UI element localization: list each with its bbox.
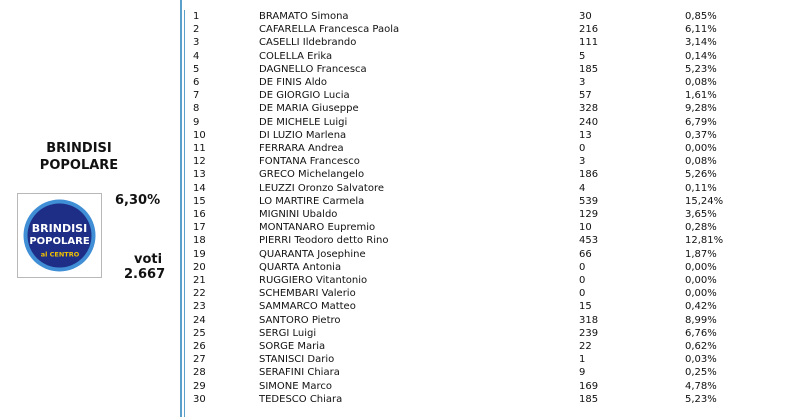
candidate-name: SERAFINI Chiara — [259, 367, 340, 379]
candidate-votes: 328 — [579, 103, 599, 115]
candidate-name: SIMONE Marco — [259, 380, 333, 392]
candidate-name: DE FINIS Aldo — [259, 77, 327, 88]
table-row — [185, 234, 800, 247]
candidate-votes: 0 — [579, 275, 586, 286]
list-name-line1: BRINDISI — [46, 141, 112, 156]
table-row — [185, 116, 800, 129]
logo-text-line1: BRINDISI — [31, 222, 88, 235]
candidate-percentage: 6,11% — [685, 24, 717, 36]
table-row — [185, 340, 800, 353]
table-row — [185, 261, 800, 274]
votes-label: voti — [134, 252, 163, 267]
table-row — [185, 327, 800, 340]
table-row — [185, 393, 800, 406]
candidate-number: 11 — [193, 143, 206, 154]
candidate-number: 17 — [193, 222, 206, 234]
candidate-percentage: 0,00% — [685, 143, 717, 154]
candidate-percentage: 15,24% — [685, 195, 724, 207]
candidate-name: SANTORO Pietro — [259, 314, 341, 326]
candidate-name: DI LUZIO Marlena — [259, 129, 347, 141]
table-row — [185, 23, 800, 36]
candidate-number: 29 — [193, 380, 206, 392]
candidate-name: MONTANARO Eupremio — [259, 222, 376, 234]
candidate-name: QUARTA Antonia — [259, 261, 342, 273]
table-row — [185, 36, 800, 49]
candidate-number: 30 — [193, 393, 206, 405]
candidate-number: 28 — [193, 367, 206, 379]
table-row — [185, 221, 800, 234]
candidate-number: 16 — [193, 209, 206, 220]
candidate-votes: 0 — [579, 143, 586, 154]
candidate-number: 25 — [193, 327, 206, 339]
candidate-number: 24 — [193, 314, 206, 326]
candidate-number: 22 — [193, 288, 206, 300]
candidate-number: 26 — [193, 341, 206, 352]
candidate-votes: 1 — [579, 354, 586, 366]
table-row — [185, 380, 800, 393]
candidate-number: 5 — [193, 63, 200, 75]
candidate-votes: 5 — [579, 50, 586, 62]
candidate-number: 12 — [193, 156, 206, 168]
candidate-number: 9 — [193, 116, 200, 128]
logo-text-line3: al CENTRO — [40, 250, 80, 259]
candidate-number: 19 — [193, 248, 206, 260]
candidate-votes: 4 — [579, 182, 586, 194]
candidate-percentage: 0,08% — [685, 156, 717, 168]
candidate-percentage: 5,23% — [685, 393, 717, 405]
candidate-percentage: 0,28% — [685, 222, 717, 234]
table-row — [185, 89, 800, 102]
candidate-percentage: 0,25% — [685, 367, 717, 379]
candidate-name: LEUZZI Oronzo Salvatore — [259, 182, 385, 194]
candidate-percentage: 0,00% — [685, 261, 717, 273]
candidate-name: QUARANTA Josephine — [259, 248, 366, 260]
candidate-number: 8 — [193, 103, 200, 115]
table-row — [185, 366, 800, 379]
table-row — [185, 208, 800, 221]
candidate-votes: 15 — [579, 301, 592, 313]
candidate-name: SERGI Luigi — [259, 327, 317, 339]
candidate-votes: 9 — [579, 367, 586, 379]
candidate-votes: 57 — [579, 90, 592, 102]
candidate-number: 20 — [193, 261, 206, 273]
candidate-percentage: 3,65% — [685, 209, 717, 220]
candidate-percentage: 0,85% — [685, 11, 717, 22]
candidate-percentage: 0,00% — [685, 275, 717, 286]
candidate-number: 18 — [193, 235, 206, 247]
candidate-percentage: 1,61% — [685, 90, 717, 102]
candidate-name: COLELLA Erika — [259, 50, 333, 62]
candidate-votes: 453 — [579, 235, 599, 247]
logo-text-line2: POPOLARE — [29, 236, 90, 247]
candidate-name: LO MARTIRE Carmela — [259, 195, 365, 207]
candidate-number: 10 — [193, 129, 206, 141]
candidate-votes: 240 — [579, 116, 599, 128]
candidate-number: 7 — [193, 90, 200, 102]
candidate-votes: 66 — [579, 248, 592, 260]
candidate-name: MIGNINI Ubaldo — [259, 209, 338, 220]
table-row — [185, 274, 800, 287]
candidate-name: SORGE Maria — [259, 341, 326, 352]
candidate-number: 1 — [193, 11, 200, 22]
candidate-number: 2 — [193, 24, 200, 36]
candidate-number: 27 — [193, 354, 206, 366]
candidate-votes: 30 — [579, 11, 592, 22]
table-row — [185, 287, 800, 300]
candidate-percentage: 5,26% — [685, 169, 717, 181]
candidate-name: RUGGIERO Vitantonio — [259, 275, 368, 286]
candidate-votes: 0 — [579, 261, 586, 273]
candidate-percentage: 8,99% — [685, 314, 717, 326]
candidate-percentage: 6,76% — [685, 327, 717, 339]
candidate-percentage: 0,00% — [685, 288, 717, 300]
candidate-votes: 3 — [579, 77, 586, 88]
candidate-name: CASELLI Ildebrando — [259, 37, 357, 49]
candidate-name: FERRARA Andrea — [259, 143, 344, 154]
table-row — [185, 168, 800, 181]
candidate-votes: 0 — [579, 288, 586, 300]
candidate-votes: 129 — [579, 209, 599, 220]
candidate-votes: 239 — [579, 327, 599, 339]
table-row — [185, 129, 800, 142]
candidate-name: DE GIORGIO Lucia — [259, 90, 350, 102]
table-row — [185, 182, 800, 195]
candidate-number: 6 — [193, 77, 200, 88]
candidate-percentage: 4,78% — [685, 380, 717, 392]
candidate-percentage: 9,28% — [685, 103, 717, 115]
candidate-votes: 539 — [579, 195, 599, 207]
table-row — [185, 63, 800, 76]
candidates-table — [184, 10, 800, 417]
candidate-name: DE MARIA Giuseppe — [259, 103, 359, 115]
candidate-votes: 13 — [579, 129, 592, 141]
candidate-votes: 185 — [579, 63, 599, 75]
table-row — [185, 195, 800, 208]
candidate-percentage: 0,42% — [685, 301, 717, 313]
table-row — [185, 10, 800, 23]
candidate-percentage: 5,23% — [685, 63, 717, 75]
candidate-percentage: 0,14% — [685, 50, 717, 62]
candidate-percentage: 0,03% — [685, 354, 717, 366]
candidate-name: DE MICHELE Luigi — [259, 116, 348, 128]
candidate-percentage: 3,14% — [685, 37, 717, 49]
table-row — [185, 155, 800, 168]
candidate-votes: 22 — [579, 341, 592, 352]
candidate-number: 4 — [193, 50, 200, 62]
candidate-votes: 3 — [579, 156, 586, 168]
candidate-votes: 10 — [579, 222, 592, 234]
candidate-name: BRAMATO Simona — [259, 11, 349, 22]
candidate-percentage: 0,37% — [685, 129, 717, 141]
candidate-number: 3 — [193, 37, 200, 49]
candidate-number: 15 — [193, 195, 206, 207]
candidate-number: 14 — [193, 182, 206, 194]
party-logo-icon — [18, 194, 101, 277]
candidate-percentage: 0,11% — [685, 182, 717, 194]
votes-value: 2.667 — [124, 267, 166, 282]
candidate-votes: 216 — [579, 24, 599, 36]
table-row — [185, 50, 800, 63]
candidate-number: 13 — [193, 169, 206, 181]
candidate-name: STANISCI Dario — [259, 354, 335, 366]
table-row — [185, 142, 800, 155]
candidate-name: SAMMARCO Matteo — [259, 301, 356, 313]
candidate-number: 23 — [193, 301, 206, 313]
candidate-name: GRECO Michelangelo — [259, 169, 365, 181]
candidate-percentage: 0,62% — [685, 341, 717, 352]
candidate-percentage: 6,79% — [685, 116, 717, 128]
candidate-name: PIERRI Teodoro detto Rino — [259, 235, 389, 247]
table-row — [185, 248, 800, 261]
candidate-name: FONTANA Francesco — [259, 156, 360, 168]
candidate-name: SCHEMBARI Valerio — [259, 288, 356, 300]
candidate-votes: 169 — [579, 380, 599, 392]
list-summary-panel — [0, 0, 182, 417]
table-row — [185, 353, 800, 366]
candidate-percentage: 0,08% — [685, 77, 717, 88]
candidate-percentage: 1,87% — [685, 248, 717, 260]
list-name-line2: POPOLARE — [39, 158, 119, 173]
candidate-name: TEDESCO Chiara — [259, 393, 343, 405]
table-row — [185, 102, 800, 115]
table-row — [185, 76, 800, 89]
list-percentage: 6,30% — [115, 193, 161, 208]
candidate-votes: 185 — [579, 393, 599, 405]
candidate-name: CAFARELLA Francesca Paola — [259, 24, 400, 36]
candidate-votes: 318 — [579, 314, 599, 326]
candidate-votes: 111 — [579, 37, 599, 49]
candidate-percentage: 12,81% — [685, 235, 724, 247]
candidate-name: DAGNELLO Francesca — [259, 63, 367, 75]
candidate-number: 21 — [193, 275, 206, 286]
candidate-votes: 186 — [579, 169, 599, 181]
table-row — [185, 300, 800, 313]
party-logo — [17, 193, 102, 278]
table-row — [185, 314, 800, 327]
